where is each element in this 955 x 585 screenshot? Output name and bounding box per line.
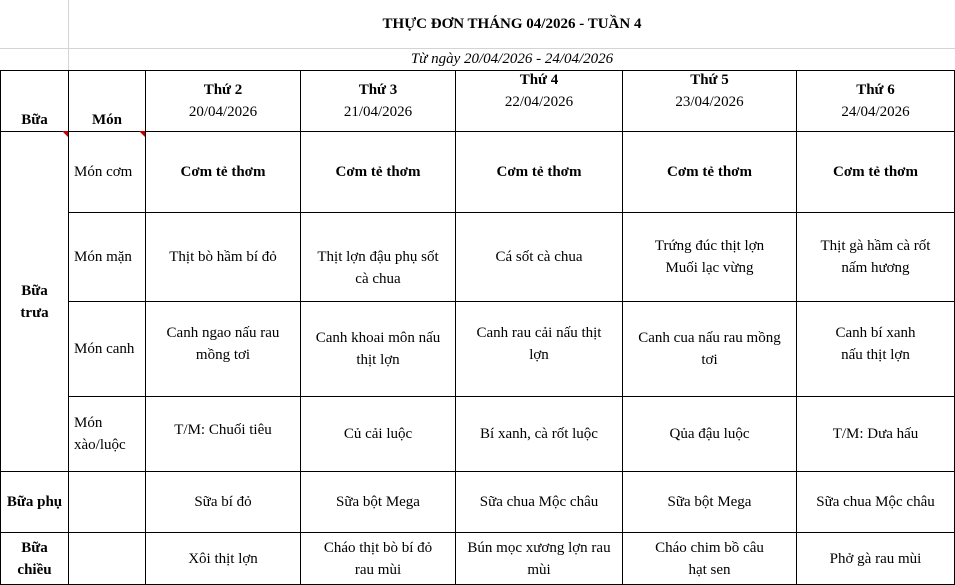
dish-type-mon-man: Món mặn bbox=[74, 249, 132, 265]
day-header-thu-4 bbox=[456, 71, 622, 111]
day-name: Thứ 6 bbox=[856, 82, 895, 98]
meal-bua-chieu: Bữa chiều bbox=[17, 539, 52, 578]
menu-cell: Cơm tẻ thơm bbox=[667, 164, 752, 180]
menu-cell: Thịt lợn đậu phụ sốt cà chua bbox=[317, 249, 439, 287]
day-header-thu-3 bbox=[301, 71, 455, 131]
meal-bua-trua: Bữa trưa bbox=[20, 282, 49, 321]
dish-type-mon-canh: Món canh bbox=[74, 341, 135, 357]
menu-cell: Cơm tẻ thơm bbox=[833, 164, 918, 180]
menu-cell: Sữa chua Mộc châu bbox=[816, 494, 935, 510]
menu-cell: Sữa bí đỏ bbox=[194, 494, 252, 510]
day-name: Thứ 3 bbox=[358, 82, 398, 98]
menu-cell: Cháo thịt bò bí đỏ rau mùi bbox=[323, 539, 433, 578]
menu-cell: Canh ngao nấu rau mồng tơi bbox=[166, 325, 280, 363]
menu-cell: T/M: Chuối tiêu bbox=[174, 422, 272, 438]
day-header-thu-2 bbox=[146, 71, 300, 131]
menu-cell: Canh cua nấu rau mồng tơi bbox=[638, 330, 781, 368]
menu-cell: Phở gà rau mùi bbox=[829, 550, 922, 567]
menu-cell: Bí xanh, cà rốt luộc bbox=[480, 426, 598, 442]
menu-cell: Cá sốt cà chua bbox=[495, 249, 583, 265]
page-title: THỰC ĐƠN THÁNG 04/2026 - TUẦN 4 bbox=[382, 16, 642, 32]
day-header-thu-5 bbox=[623, 71, 796, 111]
dish-type-mon-xao: Món xào/luộc bbox=[74, 415, 126, 453]
menu-cell: Cháo chim bồ câu hạt sen bbox=[655, 539, 764, 578]
menu-cell: Sữa chua Mộc châu bbox=[479, 494, 599, 510]
dish-type-mon-com: Món cơm bbox=[74, 164, 133, 180]
menu-cell: Cơm tẻ thơm bbox=[496, 164, 582, 180]
menu-cell: Canh bí xanh nấu thịt lợn bbox=[835, 325, 916, 363]
menu-cell: Canh rau cải nấu thịt lợn bbox=[476, 325, 602, 363]
day-name: Thứ 4 bbox=[519, 72, 559, 88]
day-date: 20/04/2026 bbox=[188, 104, 258, 120]
day-date: 24/04/2026 bbox=[841, 104, 910, 120]
day-header-thu-6 bbox=[797, 71, 954, 131]
menu-cell: Bún mọc xương lợn rau mùi bbox=[467, 539, 611, 578]
day-date: 22/04/2026 bbox=[504, 94, 574, 110]
menu-cell: Cơm tẻ thơm bbox=[335, 164, 421, 180]
menu-cell: T/M: Dưa hấu bbox=[832, 426, 919, 442]
page-subtitle: Từ ngày 20/04/2026 - 24/04/2026 bbox=[410, 51, 614, 67]
day-name: Thứ 2 bbox=[203, 82, 243, 98]
menu-cell: Thịt bò hầm bí đỏ bbox=[169, 249, 277, 265]
menu-cell: Củ cải luộc bbox=[343, 426, 413, 442]
day-name: Thứ 5 bbox=[690, 72, 729, 88]
header-mon: Món bbox=[92, 111, 122, 128]
day-date: 21/04/2026 bbox=[343, 104, 413, 120]
day-date: 23/04/2026 bbox=[675, 94, 744, 110]
menu-cell: Sữa bột Mega bbox=[667, 494, 752, 510]
meal-bua-phu: Bữa phụ bbox=[6, 494, 63, 510]
menu-cell: Xôi thịt lợn bbox=[188, 550, 258, 567]
menu-cell: Trứng đúc thịt lợn Muối lạc vừng bbox=[654, 238, 765, 276]
menu-cell: Sữa bột Mega bbox=[336, 494, 420, 510]
menu-cell: Cơm tẻ thơm bbox=[180, 164, 266, 180]
menu-cell: Canh khoai môn nấu thịt lợn bbox=[315, 330, 441, 368]
menu-cell: Qủa đậu luộc bbox=[669, 426, 750, 442]
header-bua: Bữa bbox=[21, 111, 48, 128]
menu-cell: Thịt gà hầm cà rốt nấm hương bbox=[820, 238, 931, 276]
